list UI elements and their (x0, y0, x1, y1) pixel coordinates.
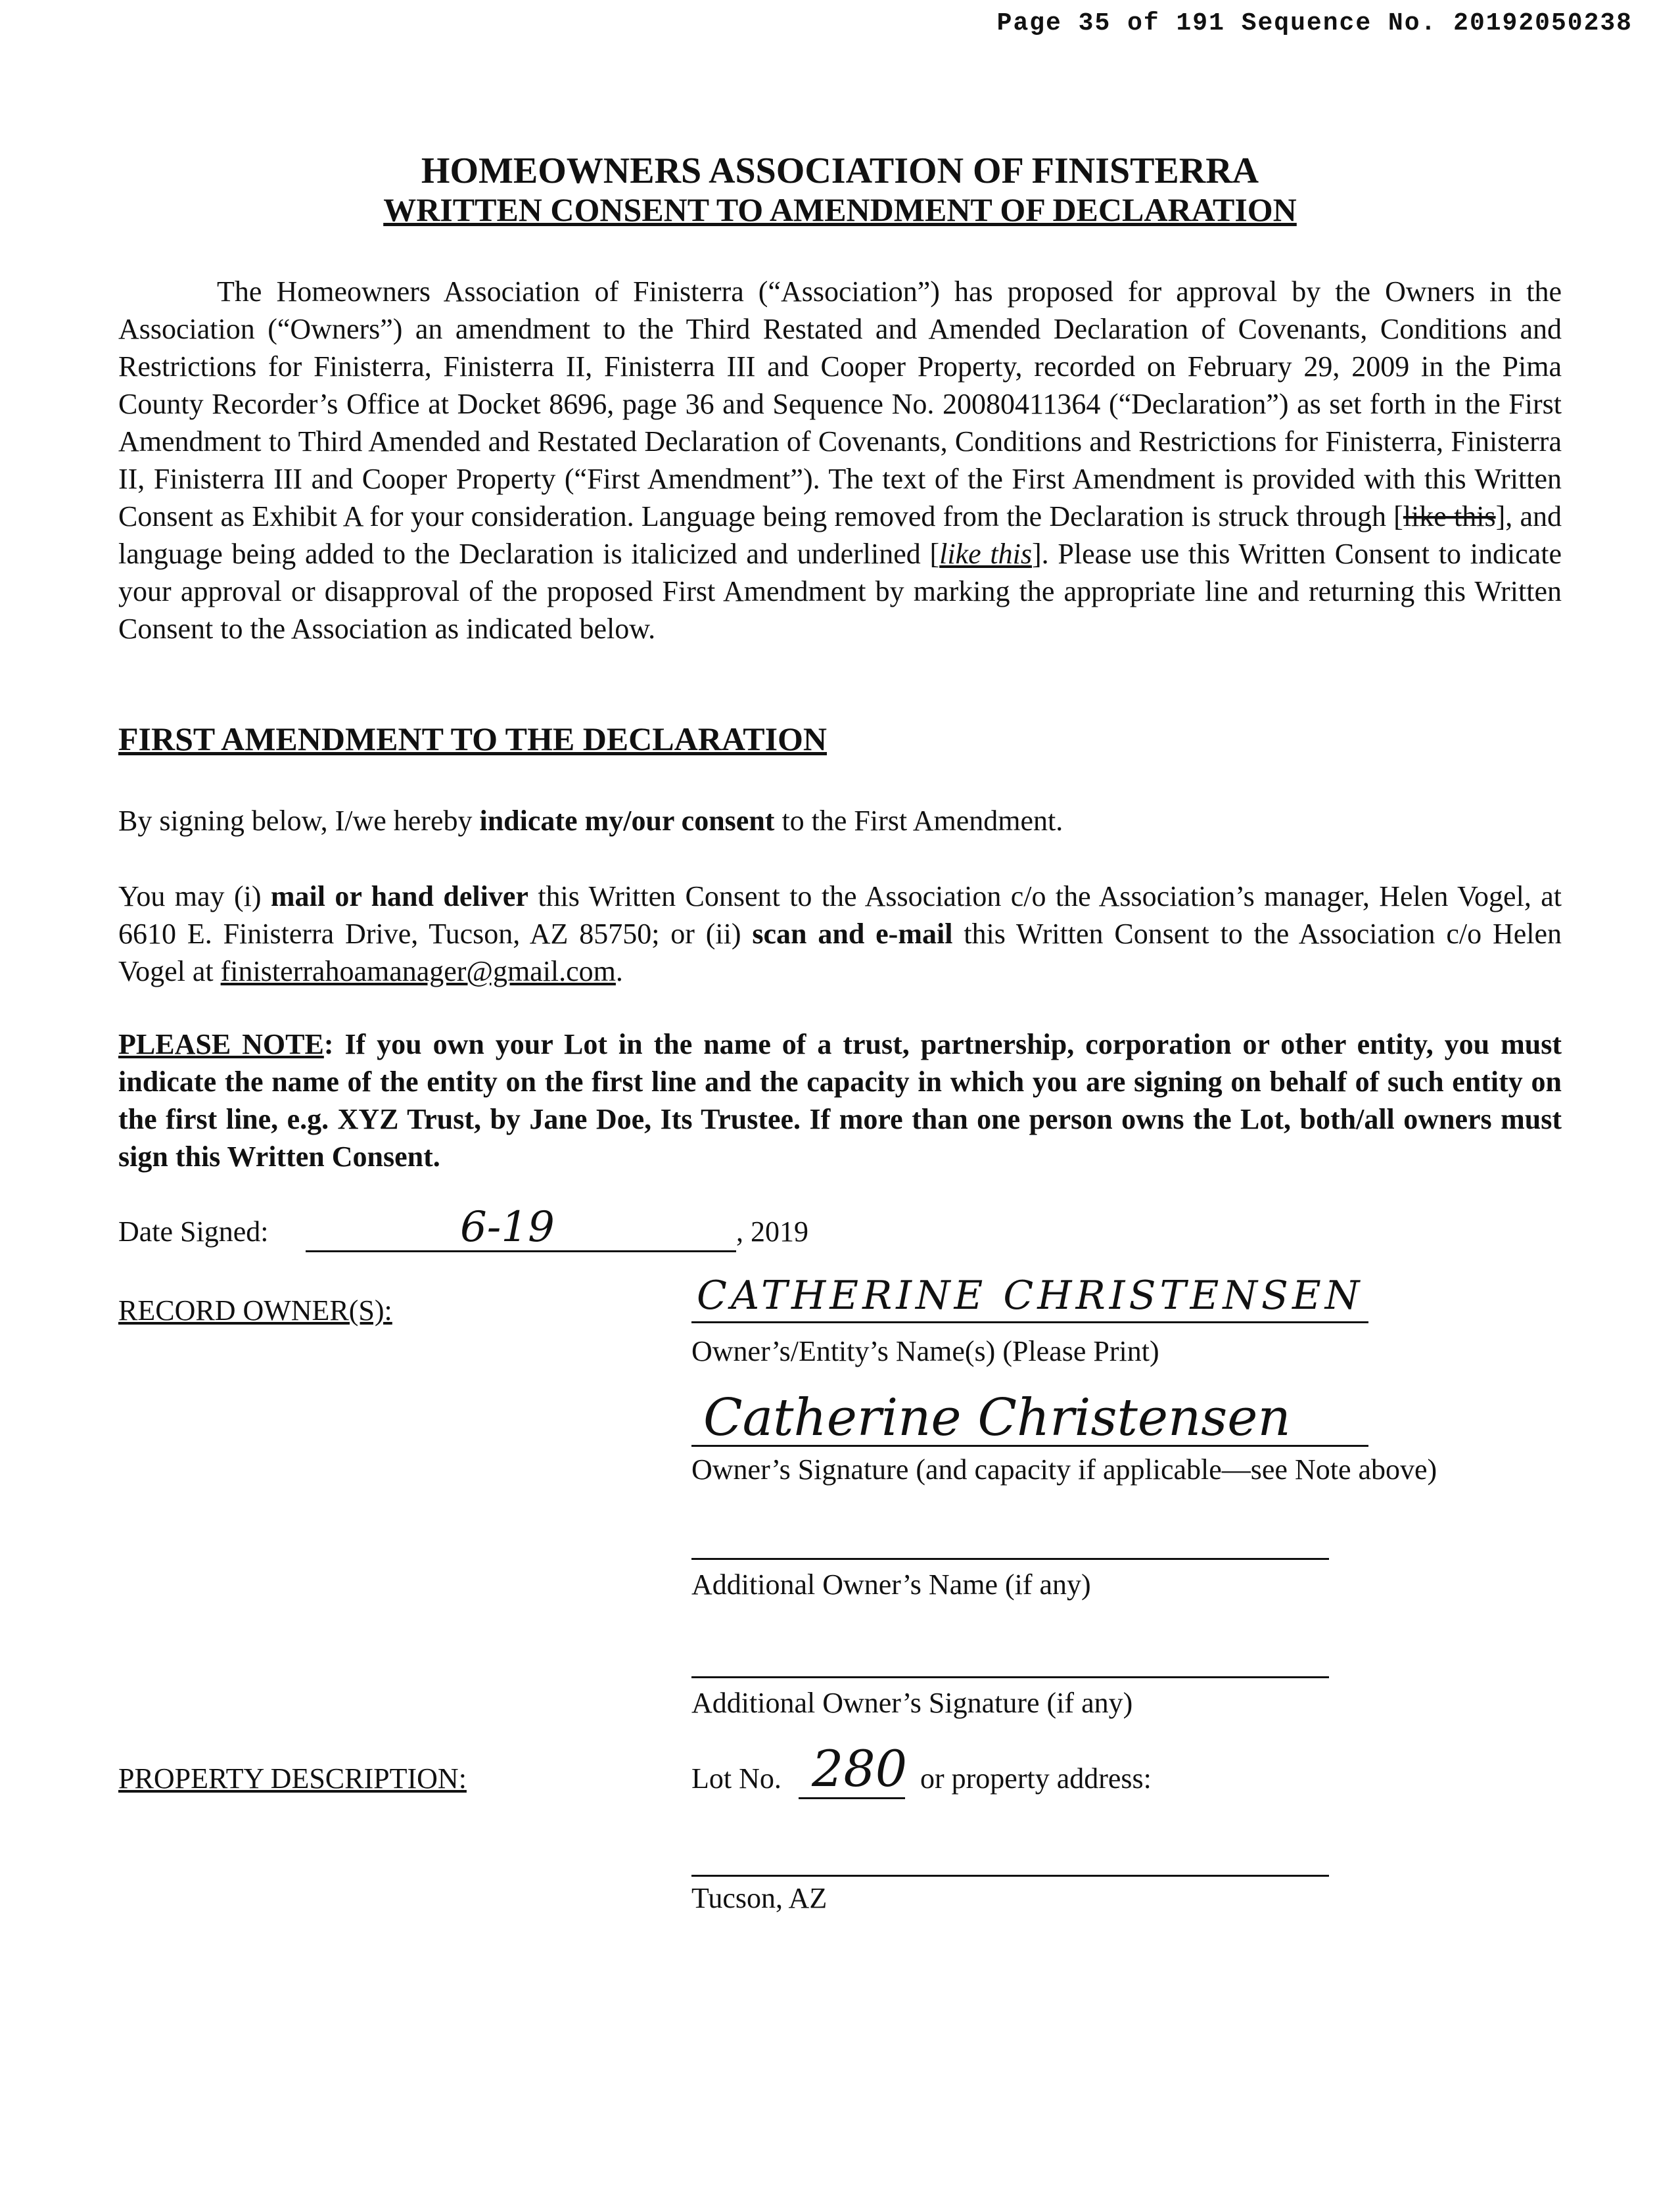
please-note-label: PLEASE NOTE (118, 1028, 324, 1060)
document-subtitle (0, 191, 1680, 229)
intro-text-3: ]. Please use this Written Consent to indicate your approval or disapproval of the proposed First Amendment by marking the appropriate line and returning this Written Consent to the Association as indicated below. (118, 538, 1562, 645)
additional-owner-signature-caption: Additional Owner’s Signature (if any) (691, 1687, 1133, 1719)
owner-name-handwriting: CATHERINE CHRISTENSEN (697, 1273, 1364, 1319)
document-title: HOMEOWNERS ASSOCIATION OF FINISTERRA (421, 151, 1259, 191)
owner-name-caption: Owner’s/Entity’s Name(s) (Please Print) (691, 1335, 1159, 1367)
page-sequence-stamp: Page 35 of 191 Sequence No. 20192050238 (996, 9, 1633, 37)
intro-text-2: ], and language being added to the Declaration is italicized and underlined [ (118, 500, 1562, 570)
date-year: , 2019 (736, 1215, 808, 1248)
lot-number-label: Lot No. (691, 1762, 782, 1795)
record-owners-label: RECORD OWNER(S): (118, 1294, 392, 1327)
date-signed-handwriting: 6-19 (460, 1203, 555, 1252)
additional-owner-name-field[interactable] (691, 1515, 1329, 1560)
property-description-label: PROPERTY DESCRIPTION: (118, 1762, 467, 1795)
owner-signature-handwriting: Catherine Christensen (703, 1388, 1291, 1448)
intro-text-1: The Homeowners Association of Finisterra (“Association”) has proposed for approval by the Owners in the Association (“Owners”) an amendment to the Third Restated and Amended Declaration of Covenants, Conditions and Restrictions for Finisterra, Finisterra II, Finisterra III and Cooper Property, recorded on February 29, 2009 in the Pima County Recorder’s Office at Docket 8696, page 36 and Sequence No. 20080411364 (“Declaration”) as set forth in the First Amendment to Third Amended and Restated Declaration of Covenants, Conditions and Restrictions for Finisterra, Finisterra II, Finisterra III and Cooper Property (“First Amendment”). The text of the First Amendment is provided with this Written Consent as Exhibit A for your consideration. Language being removed from the Declaration is struck through [ (118, 275, 1562, 532)
lot-number-handwriting: 280 (812, 1739, 908, 1798)
property-address-field[interactable] (691, 1834, 1329, 1877)
date-signed-label: Date Signed: (118, 1215, 269, 1248)
owner-signature-caption: Owner’s Signature (and capacity if applicable—see Note above) (691, 1453, 1437, 1486)
property-city: Tucson, AZ (691, 1882, 828, 1914)
delivery-text-1: You may (i) (118, 880, 271, 912)
additional-owner-name-caption: Additional Owner’s Name (if any) (691, 1568, 1091, 1601)
property-address-label: or property address: (920, 1762, 1152, 1795)
amendment-heading: FIRST AMENDMENT TO THE DECLARATION (118, 720, 828, 757)
additional-owner-signature-field[interactable] (691, 1634, 1329, 1678)
please-note-paragraph (118, 1025, 1562, 1175)
delivery-bold-2: scan and e-mail (752, 918, 953, 950)
delivery-text-2: this Written Consent to the Association c/o the Association’s manager, Helen Vogel, at 6610 E. Finisterra Drive, Tucson, AZ 85750; or (ii) (118, 880, 1562, 950)
delivery-text-3: this Written Consent to the Association c/o Helen Vogel at (118, 918, 1562, 987)
delivery-instructions (118, 878, 1562, 990)
document-subtitle-text: WRITTEN CONSENT TO AMENDMENT OF DECLARATION (383, 191, 1297, 228)
consent-bold: indicate my/our consent (479, 805, 775, 837)
delivery-text-4: . (615, 955, 623, 987)
insertion-example: like this (939, 538, 1032, 570)
please-note-text: : If you own your Lot in the name of a trust, partnership, corporation or other entity, you must indicate the name of the entity on the first line and the capacity in which you are signing on behalf of such entity on the first line, e.g. XYZ Trust, by Jane Doe, Its Trustee. If more than one person owns the Lot, both/all owners must sign this Written Consent. (118, 1028, 1562, 1173)
intro-paragraph (118, 273, 1562, 647)
consent-prefix: By signing below, I/we hereby (118, 805, 480, 837)
manager-email-link[interactable]: finisterrahoamanager@gmail.com (220, 955, 616, 987)
consent-statement (118, 802, 1562, 839)
delivery-bold-1: mail or hand deliver (270, 880, 528, 912)
strikethrough-example: like this (1403, 500, 1496, 532)
consent-suffix: to the First Amendment. (774, 805, 1063, 837)
